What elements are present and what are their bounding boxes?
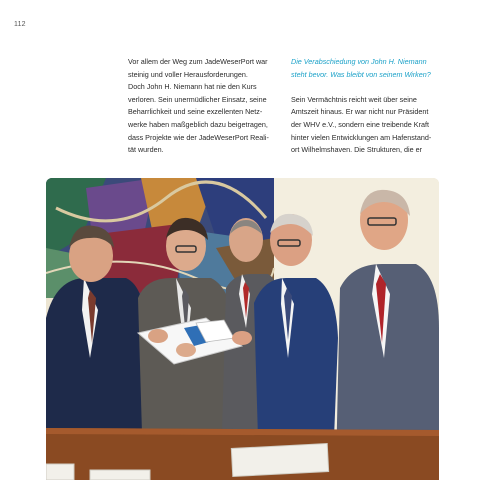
body-line: verloren. Sein unermüdlicher Einsatz, seine <box>128 94 267 104</box>
body-line: Vor allem der Weg zum JadeWeserPort war <box>128 57 268 66</box>
page-number: 112 <box>14 21 26 28</box>
body-line: Beharrlichkeit und seine exzellenten Netz- <box>128 107 263 117</box>
body-line: werke haben maßgeblich dazu beigetragen, <box>128 119 268 129</box>
body-line: Doch John H. Niemann hat nie den Kurs <box>128 82 257 92</box>
body-line: steinig und voller Herausforderungen. <box>128 69 248 79</box>
body-line: tät wurden. <box>128 145 164 155</box>
table <box>46 428 439 480</box>
interview-question-line: Die Verabschiedung von John H. Niemann <box>291 57 427 66</box>
answer-line: hinter vielen Entwicklungen am Hafenstand- <box>291 132 432 142</box>
answer-line: ort Wilhelmshaven. Die Strukturen, die er <box>291 145 423 155</box>
answer-line: der WHV e.V., sondern eine treibende Kraft <box>291 119 429 129</box>
interview-question-line: steht bevor. Was bleibt von seinem Wirken? <box>291 69 431 79</box>
left-text-column <box>128 56 271 157</box>
paragraph-gap <box>291 81 434 94</box>
body-line: dass Projekte wie der JadeWeserPort Reali- <box>128 132 269 142</box>
answer-line: Sein Vermächtnis reicht weit über seine <box>291 94 417 104</box>
answer-line: Amtszeit hinaus. Er war nicht nur Präsident <box>291 107 429 117</box>
right-text-column <box>291 56 434 157</box>
group-photo <box>46 178 439 480</box>
group-photo-illustration <box>46 178 439 480</box>
